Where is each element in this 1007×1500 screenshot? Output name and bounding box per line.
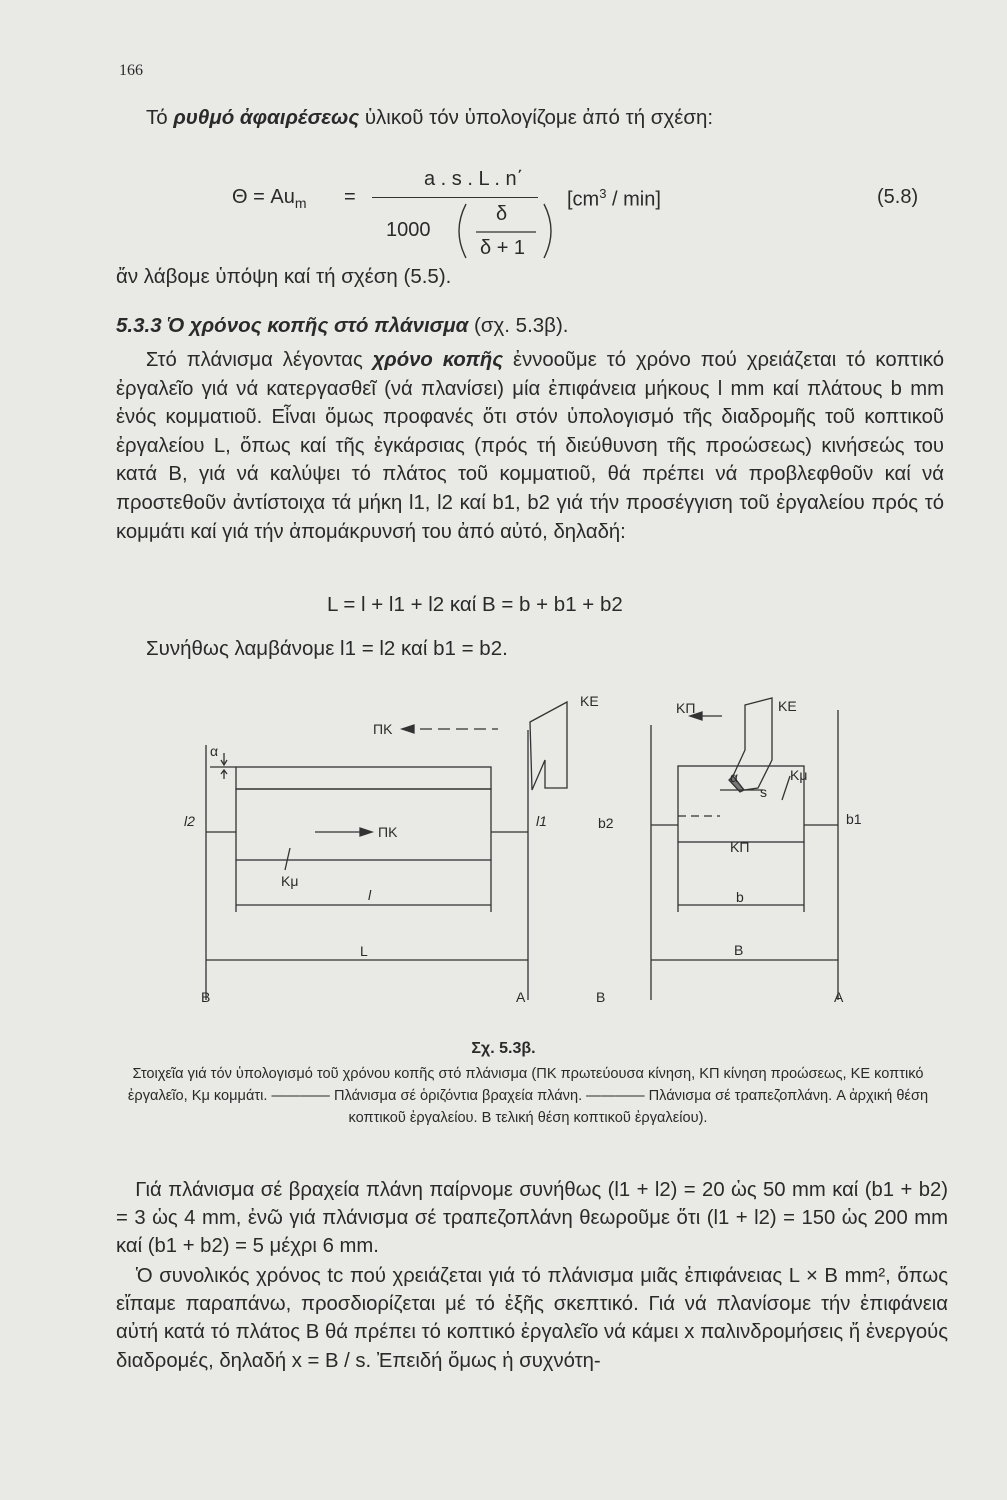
figure-caption: Στοιχεῖα γιά τόν ὑπολογισμό τοῦ χρόνου κοπῆς στό πλάνισμα (ΠΚ πρωτεύουσα κίνηση, ΚΠ κίνηση προώσεως, ΚΕ κοπτικό ἐργαλεῖο, Kμ κομμάτι. ———— Πλάνισμα σέ ὁριζόντια βραχεία πλάνη. ———— Πλάνισμα σέ τραπεζοπλάνη. A ἀρχική θέση κοπτικοῦ ἐργαλείου. B τελική θέση κοπτικοῦ ἐργαλείου). bbox=[127, 1066, 929, 1126]
right-workpiece bbox=[678, 766, 804, 842]
formula-number: (5.8) bbox=[877, 186, 919, 208]
intro-pre: Τό bbox=[146, 106, 174, 129]
right-label-b: b bbox=[736, 889, 744, 905]
intro-post: ὑλικοῦ τόν ὑπολογίζομε ἀπό τή σχέση: bbox=[359, 106, 714, 129]
left-label-a: α bbox=[210, 743, 219, 759]
right-label-ke: ΚΕ bbox=[778, 698, 797, 714]
formula-lhs-sub: m bbox=[294, 195, 307, 211]
right-label-a: α bbox=[730, 769, 739, 785]
left-label-A: A bbox=[516, 989, 526, 1005]
formula-equals: = bbox=[344, 186, 356, 208]
left-workpiece-body bbox=[236, 789, 491, 860]
right-label-km: Kμ bbox=[790, 767, 808, 783]
right-label-kp-top: ΚΠ bbox=[676, 700, 696, 716]
section-ref: (σχ. 5.3β). bbox=[468, 314, 569, 337]
section-title: 5.3.3 Ὁ χρόνος κοπῆς στό πλάνισμα bbox=[116, 314, 469, 337]
formula-lhs: $\Theta = Au_m$ bbox=[232, 186, 307, 211]
left-label-km: Kμ bbox=[281, 873, 299, 889]
left-label-pk-top: ΠΚ bbox=[373, 721, 393, 737]
left-label-pk-mid: ΠΚ bbox=[378, 824, 398, 840]
section-heading bbox=[116, 311, 568, 341]
intro-line bbox=[146, 103, 713, 133]
left-label-B: B bbox=[201, 989, 211, 1005]
figure-caption-title: Σχ. 5.3β. bbox=[471, 1040, 536, 1057]
formula-inner-num: δ bbox=[496, 203, 508, 225]
left-label-l1: l1 bbox=[536, 813, 547, 829]
intro-term: ρυθμό ἀφαιρέσεως bbox=[173, 106, 360, 129]
formula-fraction-bar bbox=[372, 197, 538, 198]
paragraph-1: Στό πλάνισμα λέγοντας χρόνο κοπῆς ἐννοοῦμε τό χρόνο πού χρειάζεται τό κοπτικό ἐργαλεῖο γιά νά κατεργασθεῖ (νά πλανίσει) μία ἐπιφάνεια μήκους l mm καί πλάτους b mm ἑνός κομματιοῦ. Εἶναι ὅμως προφανές ὅτι στόν ὑπολογισμό τῆς διαδρομῆς τοῦ κοπτικοῦ ἐργαλείου L, ὅπως καί τῆς ἐγκάρσιας (πρός τή διεύθυνση τῆς προώσεως) κινήσεώς του κατά B, γιά νά καλύψει τό πλάτος τοῦ κομματιοῦ, θά πρέπει νά προβλεφθοῦν καί νά προστεθοῦν ἀντίστοιχα τά μήκη l1, l2 καί b1, b2 γιά τήν προσέγγιση τοῦ ἐργαλείου πρός τό κομμάτι καί γιά τήν ἀπομάκρυνσή του ἀπό αὐτό, δηλαδή: bbox=[116, 349, 944, 543]
left-pk-mid-arrowhead bbox=[360, 828, 372, 836]
left-km-leader bbox=[285, 848, 290, 870]
page-number: 166 bbox=[119, 62, 143, 79]
right-label-b2: b2 bbox=[598, 815, 614, 831]
left-label-L: L bbox=[360, 943, 368, 959]
left-a-arrow2 bbox=[221, 770, 227, 779]
right-label-s: s bbox=[760, 784, 767, 800]
left-pk-arrowhead bbox=[402, 725, 414, 733]
formula-den-factor: 1000 bbox=[386, 219, 431, 241]
right-label-B-dim: B bbox=[734, 942, 744, 958]
formula-unit: $[cm^3 / \min]$ bbox=[567, 186, 661, 211]
figure-5-3b bbox=[0, 680, 1007, 1035]
usual-values: Συνήθως λαμβάνομε l1 = l2 καί b1 = b2. bbox=[146, 637, 508, 660]
left-label-l: l bbox=[368, 887, 372, 903]
right-km-leader bbox=[782, 776, 790, 800]
paragraph-3: Ὁ συνολικός χρόνος tc πού χρειάζεται γιά τό πλάνισμα μιᾶς ἐπιφάνειας L × B mm², ὅπως εἴπαμε παραπάνω, προσδιορίζεται μέ τό ἑξῆς σκεπτικό. Γιά νά πλανίσομε τήν ἐπιφάνεια αὐτή κατά τό πλάτος B θά πρέπει τό κοπτικό ἐργαλεῖο νά κάμει x παλινδρομήσεις ἤ ἐνεργούς διαδρομές, δηλαδή x = B / s. Ἐπειδή ὅμως ἡ συχνότη- bbox=[116, 1265, 948, 1372]
formula-numerator: a . s . L . n΄ bbox=[424, 168, 524, 190]
right-label-kp-mid: ΚΠ bbox=[730, 839, 750, 855]
right-cutting-tool bbox=[733, 698, 772, 790]
left-label-l2: l2 bbox=[184, 813, 195, 829]
left-workpiece-top bbox=[236, 767, 491, 789]
formula-inner-den: δ + 1 bbox=[480, 237, 526, 259]
paragraph-2: Γιά πλάνισμα σέ βραχεία πλάνη παίρνομε συνήθως (l1 + l2) = 20 ὡς 50 mm καί (b1 + b2) = 3 ὡς 4 mm, ἐνῶ γιά πλάνισμα σέ τραπεζοπλάνη θεωροῦμε ὅτι (l1 + l2) = 150 ὡς 200 mm καί (b1 + b2) = 5 μέχρι 6 mm. bbox=[116, 1179, 949, 1258]
equation-L-B: L = l + l1 + l2 καί B = b + b1 + b2 bbox=[327, 593, 623, 616]
after-formula: ἄν λάβομε ὑπόψη καί τή σχέση (5.5). bbox=[116, 265, 452, 288]
right-label-B: B bbox=[596, 989, 606, 1005]
left-cutting-tool bbox=[530, 702, 567, 790]
right-label-A: A bbox=[834, 989, 844, 1005]
left-a-arrow bbox=[221, 753, 227, 765]
para1-term: χρόνο κοπῆς bbox=[372, 349, 504, 371]
right-label-b1: b1 bbox=[846, 811, 862, 827]
left-label-ke: ΚΕ bbox=[580, 693, 599, 709]
